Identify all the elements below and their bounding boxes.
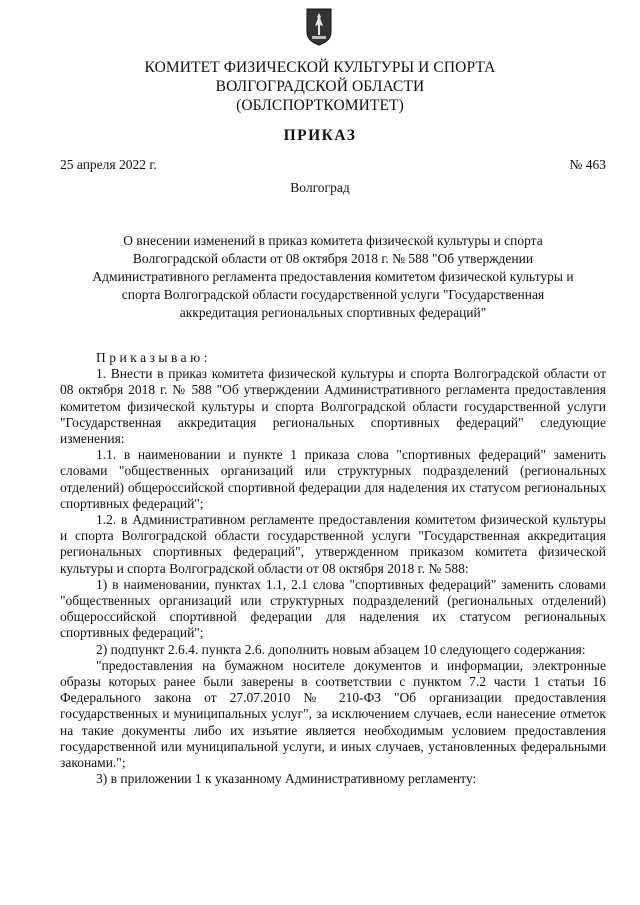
committee-name-line-1: КОМИТЕТ ФИЗИЧЕСКОЙ КУЛЬТУРЫ И СПОРТА bbox=[144, 59, 496, 76]
body-paragraph: 3) в приложении 1 к указанному Административному регламенту: bbox=[96, 771, 477, 787]
body-paragraph: 1) в наименовании, пунктах 1.1, 2.1 слова "спортивных федераций" заменить словами "общественных организаций или структурных подразделений (региональных отделений) общероссийской спортивной федерации для наделения их статусом региональных спортивных федераций"; bbox=[60, 576, 606, 641]
document-type-title: ПРИКАЗ bbox=[283, 127, 357, 144]
subject-line: Волгоградской области от 08 октября 2018 г. № 588 "Об утверждении bbox=[132, 251, 534, 266]
body-paragraph: 1. Внести в приказ комитета физической культуры и спорта Волгоградской области от 08 октября 2018 г. № 588 "Об утверждении Административного регламента предоставления комитетом физической культуры и спорта Волгоградской области государственной услуги "Государственная аккредитация региональных спортивных федераций" следующие изменения: bbox=[60, 366, 606, 447]
document-subject bbox=[60, 232, 606, 322]
body-paragraph: 1.2. в Административном регламенте предоставления комитетом физической культуры и спорта Волгоградской области государственной услуги "Государственная аккредитация региональных спортивных федераций", утвержденном приказом комитета физической культуры и спорта Волгоградской области от 08 октября 2018 г. № 588: bbox=[60, 512, 606, 576]
document-date: 25 апреля 2022 г. bbox=[60, 157, 157, 172]
subject-line: спорта Волгоградской области государственной услуги "Государственная bbox=[121, 287, 545, 302]
order-word: Приказываю: bbox=[96, 350, 211, 365]
document-city: Волгоград bbox=[290, 180, 350, 195]
committee-abbreviation: (ОБЛСПОРТКОМИТЕТ) bbox=[236, 97, 404, 114]
document-body bbox=[60, 350, 606, 787]
body-paragraph: 1.1. в наименовании и пункте 1 приказа слова "спортивных федераций" заменить словами "общественных организаций или структурных подразделений (региональных отделений) общероссийской спортивной федерации для наделения их статусом региональных спортивных федераций"; bbox=[60, 447, 606, 511]
committee-name-line-2: ВОЛГОГРАДСКОЙ ОБЛАСТИ bbox=[215, 78, 425, 95]
document-number: № 463 bbox=[569, 157, 606, 172]
body-paragraph: "предоставления на бумажном носителе документов и информации, электронные образы которых ранее были заверены в соответствии с пунктом 7.2 части 1 статьи 16 Федерального закона от 27.07.2010 № 210-ФЗ "Об организации предоставления государственных и муниципальных услуг", за исключением случаев, если нанесение отметок на такие документы либо их изъятие является необходимым условием предоставления государственной или муниципальной услуги, и иных случаев, установленных федеральными законами."; bbox=[60, 657, 606, 771]
coat-of-arms-icon bbox=[306, 8, 332, 46]
subject-line: О внесении изменений в приказ комитета физической культуры и спорта bbox=[123, 233, 543, 248]
body-paragraph: 2) подпункт 2.6.4. пункта 2.6. дополнить новым абзацем 10 следующего содержания: bbox=[96, 641, 586, 657]
subject-line: Административного регламента предоставления комитетом физической культуры и bbox=[92, 269, 574, 284]
subject-line: аккредитация региональных спортивных федераций" bbox=[179, 305, 487, 320]
